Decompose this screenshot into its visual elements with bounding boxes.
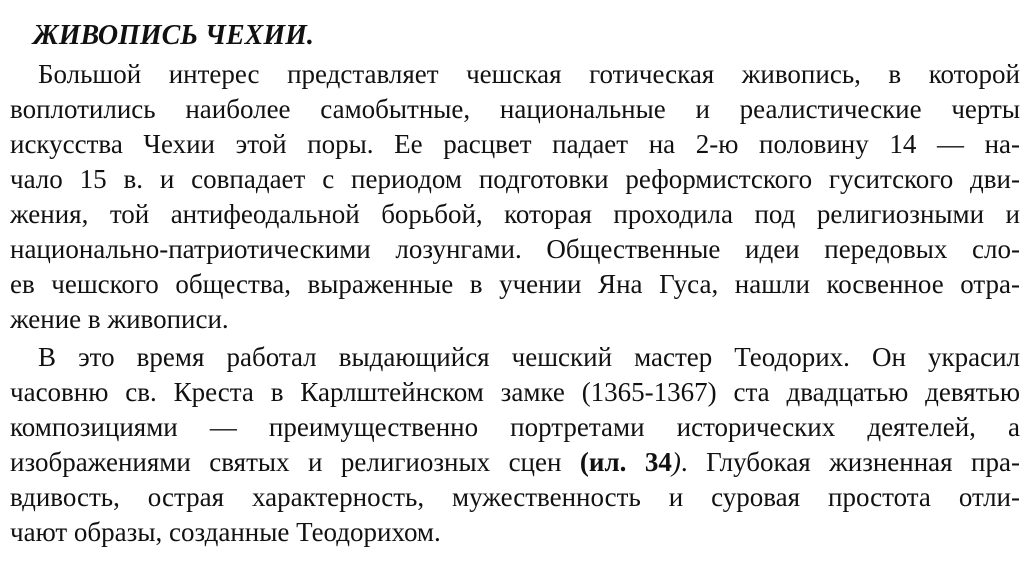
paragraph-2-line: В это время работал выдающийся чешский мастер Теодорих. Он украсил (38, 342, 1020, 372)
paragraph-2-line: композициями — преимущественно портретами исторических деятелей, а (10, 412, 1020, 442)
paragraph-2-line: часовню св. Креста в Карлштейнском замке (1365-1367) ста двадцатью девятью (10, 377, 1020, 407)
paragraph-2-line (10, 445, 1020, 480)
closing-parenthesis: ) (671, 447, 681, 477)
paragraph-2-line: вдивость, острая характерность, мужественность и суровая простота отли- (10, 482, 1020, 512)
paragraph-1-line: искусства Чехии этой поры. Ее расцвет падает на 2-ю половину 14 — на- (10, 129, 1020, 159)
paragraph-2-line: чают образы, созданные Теодорихом. (10, 517, 441, 547)
illustration-reference: (ил. 34 (579, 447, 672, 477)
paragraph-1-line: Большой интерес представляет чешская готическая живопись, в которой (38, 59, 1020, 89)
paragraph-1-line: чало 15 в. и совпадает с периодом подготовки реформистского гуситского дви- (10, 164, 1020, 194)
paragraph-1-line: жение в живописи. (10, 304, 229, 334)
line-text: изображениями святых и религиозных сцен (10, 447, 580, 477)
paragraph-1-line: жения, той антифеодальной борьбой, которая проходила под религиозными и (10, 199, 1020, 229)
paragraph-1-line: ев чешского общества, выраженные в учении Яна Гуса, нашли косвенное отра- (10, 269, 1020, 299)
section-heading: ЖИВОПИСЬ ЧЕХИИ. (33, 20, 314, 51)
paragraph-1-line: национально-патриотическими лозунгами. Общественные идеи передовых сло- (10, 234, 1020, 264)
paragraph-1-line: воплотились наиболее самобытные, национальные и реалистические черты (10, 94, 1020, 124)
line-text: . Глубокая жизненная пра- (680, 447, 1020, 477)
